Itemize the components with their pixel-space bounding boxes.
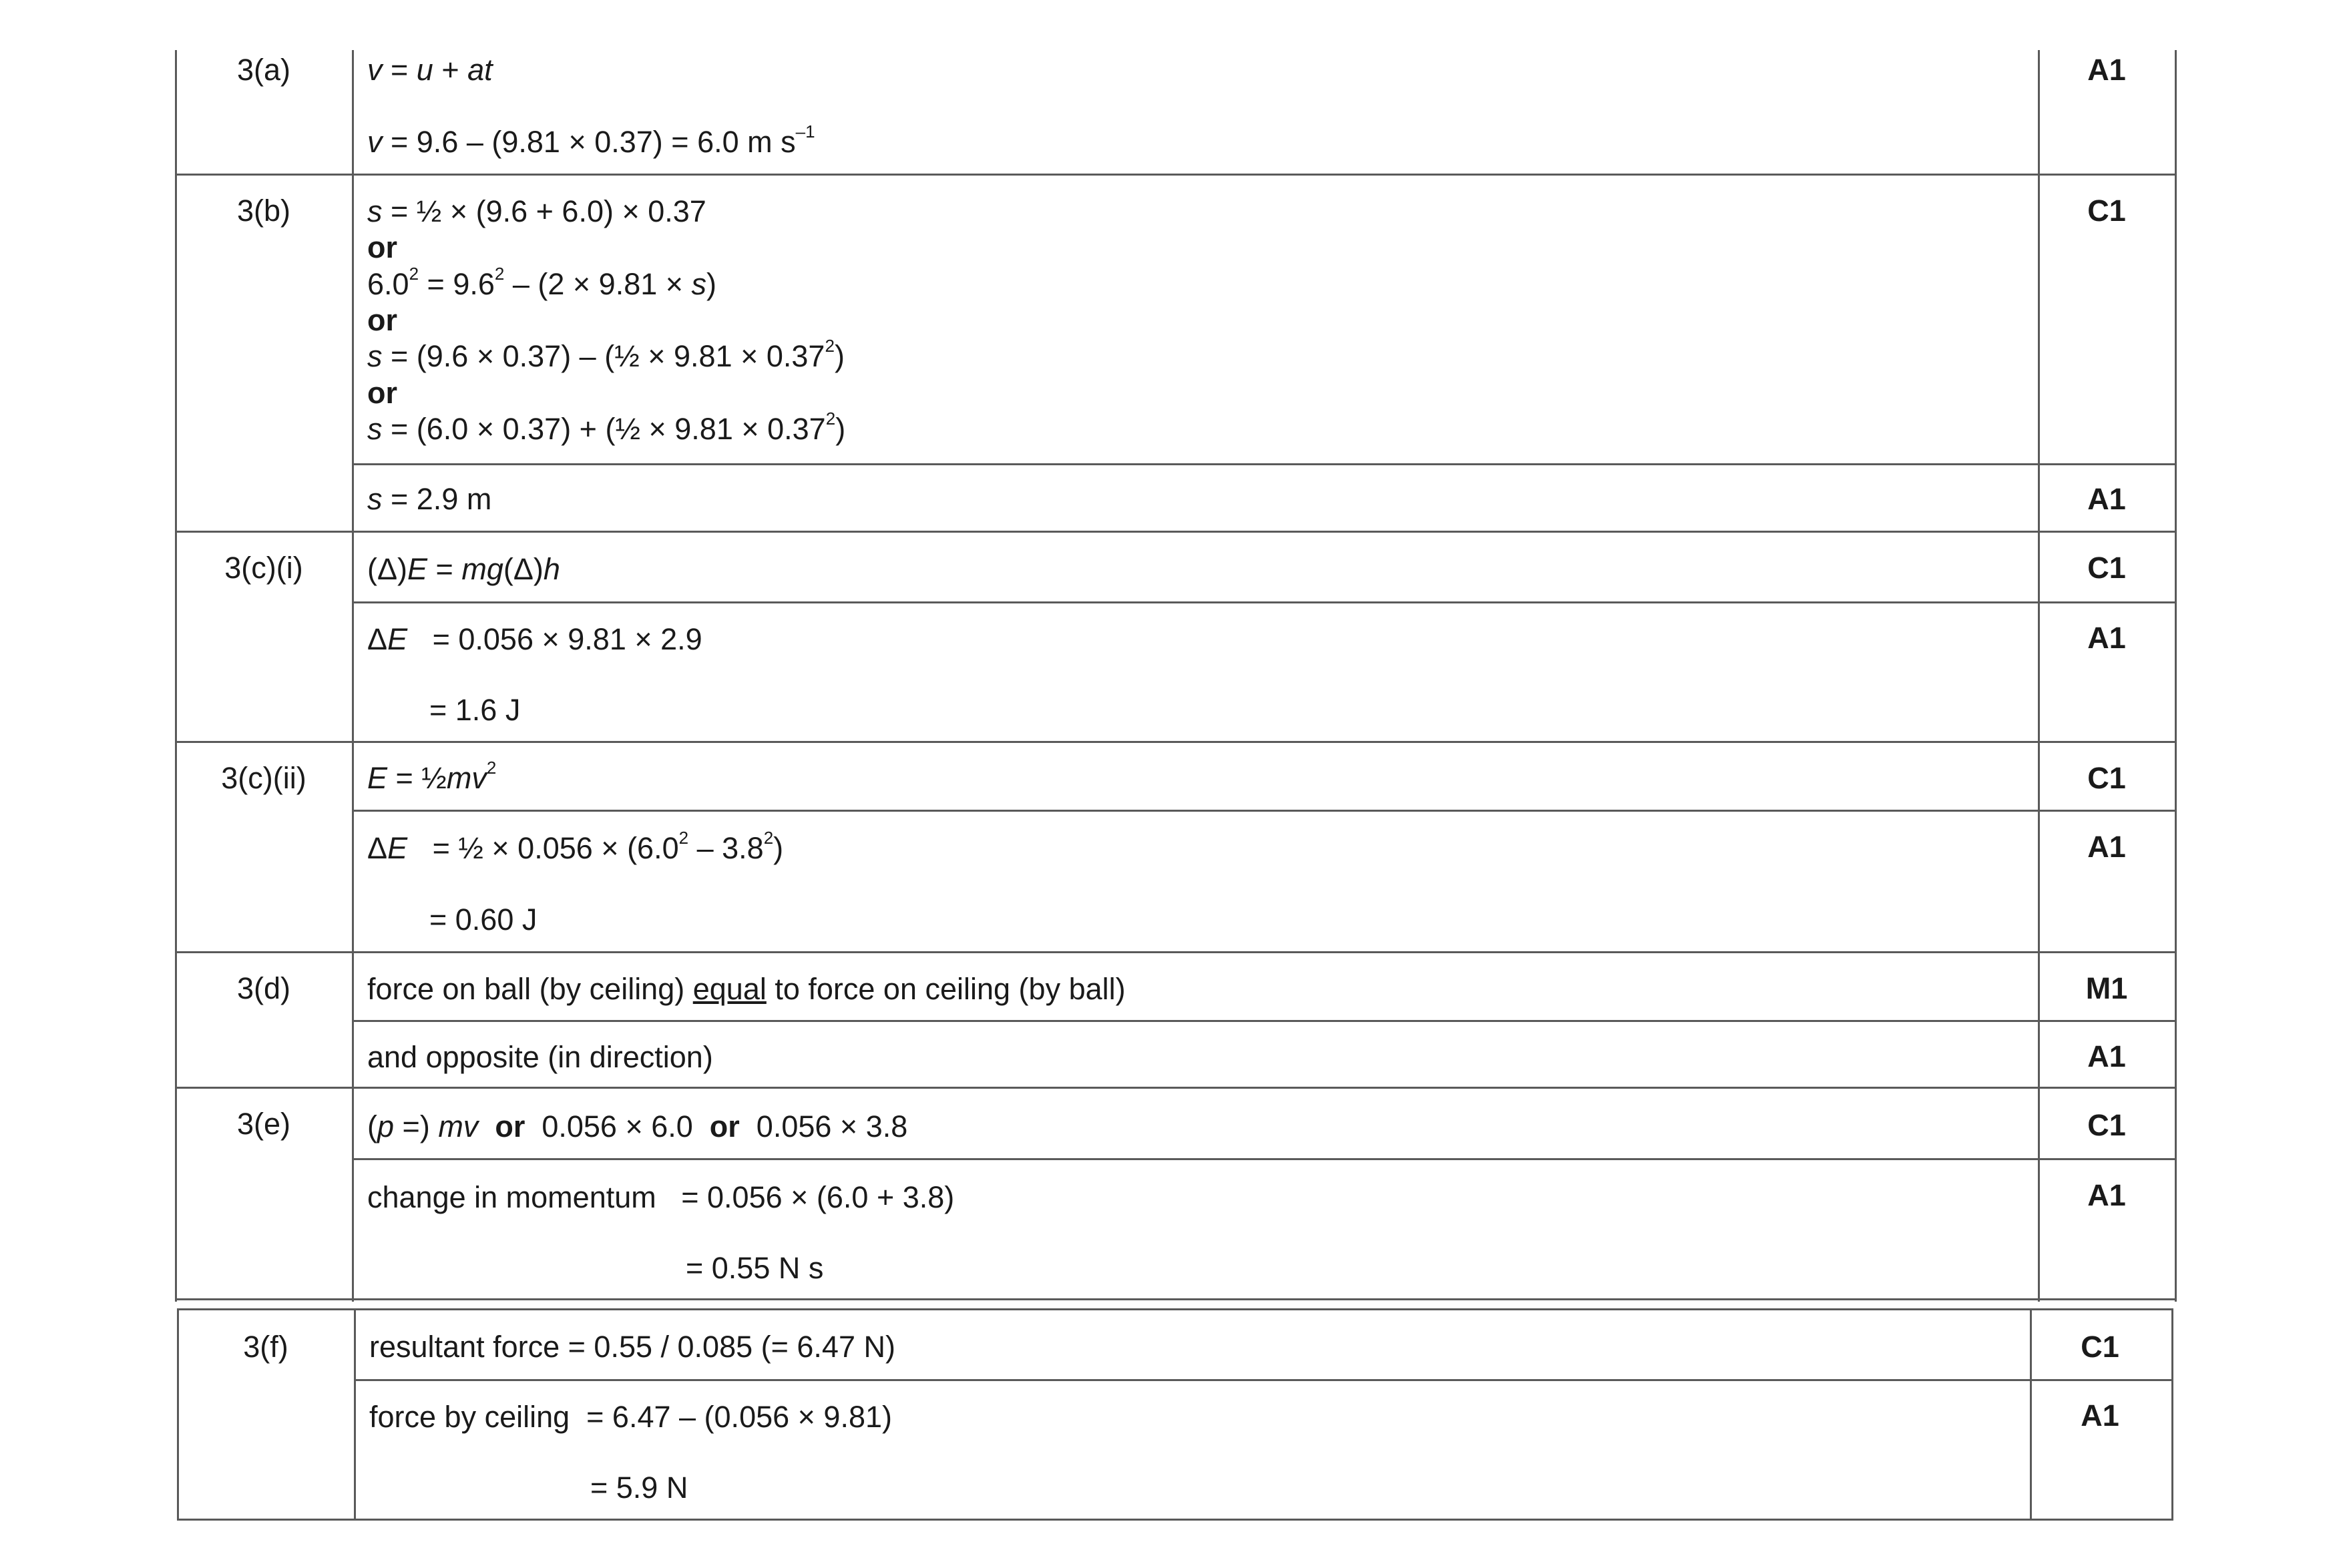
question-number: 3(c)(ii) [221,761,306,795]
table-border-bottom [175,1298,2177,1300]
mark-code: A1 [2087,1178,2126,1212]
row-divider [175,951,2177,953]
table-border-bottom [177,1519,2173,1521]
mark-code: A1 [2087,830,2126,864]
question-number: 3(e) [236,1107,291,1141]
answer-line: = 0.55 N s [686,1251,824,1285]
mark-code: M1 [2085,971,2128,1005]
answer-line: force by ceiling = 6.47 – (0.056 × 9.81) [369,1400,892,1434]
mark-code: A1 [2087,482,2126,516]
answer-line: v = 9.6 – (9.81 × 0.37) = 6.0 m $s^{-1}$ [367,121,815,159]
mark-code: A1 [2087,1039,2126,1073]
answer-line: = 0.60 J [429,902,538,937]
question-number: 3(c)(i) [224,551,303,585]
question-number: 3(d) [236,971,291,1005]
row-divider [352,810,2177,812]
answer-line: and opposite (in direction) [367,1040,713,1074]
row-divider [352,463,2177,465]
mark-code: A1 [2087,621,2126,655]
mark-code: A1 [2087,53,2126,87]
table-column-divider [352,50,354,1302]
row-divider [354,1379,2173,1381]
question-number: 3(b) [236,194,291,228]
mark-code: C1 [2087,551,2126,585]
table-border-right [2175,50,2177,1302]
answer-line: $E = \frac{1}{2}mv^2$ [367,758,497,795]
answer-line: (Δ)E = mg(Δ)h [367,552,560,586]
answer-line: v = u + at [367,53,493,87]
mark-code: C1 [2081,1330,2119,1364]
row-divider [175,741,2177,743]
row-divider [352,1020,2177,1022]
row-divider [175,174,2177,176]
mark-code: C1 [2087,1108,2126,1142]
answer-line: s = (6.0 × 0.37) + (½ × $9.81 \times 0.37^2$) [367,409,846,446]
answer-line: or [367,376,397,410]
answer-line: or [367,230,397,264]
table-column-divider [2030,1308,2032,1521]
answer-line: s = 2.9 m [367,482,492,516]
table-column-divider [354,1308,356,1521]
row-divider [175,531,2177,533]
question-number: 3(f) [243,1330,288,1364]
table-border-top [177,1308,2173,1310]
answer-line: = 1.6 J [429,693,521,727]
table-border-right [2171,1308,2173,1521]
answer-line: = 5.9 N [590,1471,688,1505]
answer-line: resultant force = 0.55 / 0.085 (= 6.47 N) [369,1330,895,1364]
answer-line: s = (9.6 × 0.37) – (½ × $9.81 \times 0.37^2$) [367,336,845,373]
answer-line: change in momentum = 0.056 × (6.0 + 3.8) [367,1180,955,1214]
mark-code: C1 [2087,194,2126,228]
answer-line: $6.0^2 = 9.6^2 - (2 \times 9.81 \times s)$ [367,264,717,301]
mark-code: A1 [2081,1398,2119,1432]
answer-line: s = ½ × (9.6 + 6.0) × 0.37 [367,194,706,228]
question-number: 3(a) [236,53,291,87]
answer-line: ΔE = ½ × $0.056 \times (6.0^2 - 3.8^2)$ [367,828,784,865]
answer-line: or [367,303,397,337]
row-divider [175,1087,2177,1089]
row-divider [352,1158,2177,1160]
answer-line: force on ball (by ceiling) equal to force on ceiling (by ball) [367,972,1126,1006]
answer-line: (p =) mv or 0.056 × 6.0 or 0.056 × 3.8 [367,1109,908,1143]
mark-code: C1 [2087,761,2126,795]
answer-line: ΔE = 0.056 × 9.81 × 2.9 [367,622,702,656]
row-divider [352,601,2177,603]
